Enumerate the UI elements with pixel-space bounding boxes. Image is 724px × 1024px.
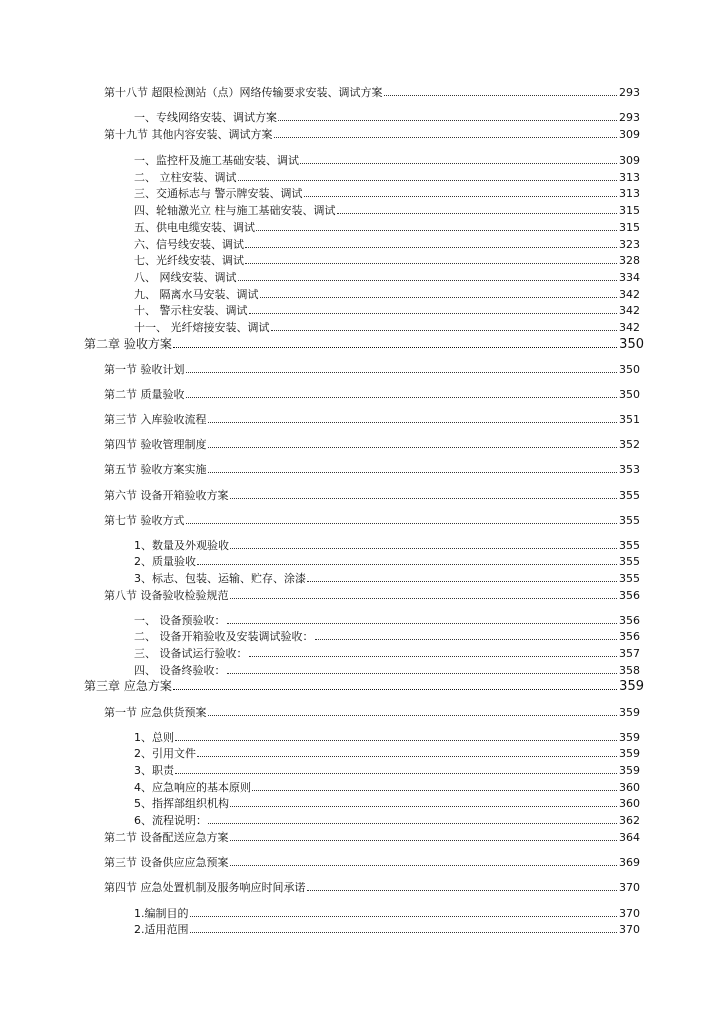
toc-entry-title: 第四节 应急处置机制及服务响应时间承诺: [104, 881, 306, 894]
toc-entry-page: 342: [619, 321, 640, 334]
toc-section[interactable]: [104, 585, 640, 602]
toc-entry-page: 328: [619, 254, 640, 267]
toc-item[interactable]: [134, 727, 640, 744]
toc-item[interactable]: [134, 183, 640, 200]
dot-leader: [256, 230, 617, 231]
dot-leader: [190, 916, 618, 917]
toc-entry-title: 第三节 设备供应应急预案: [104, 856, 229, 869]
dot-leader: [337, 213, 618, 214]
toc-entry-page: 362: [619, 814, 640, 827]
toc-item[interactable]: [134, 535, 640, 552]
toc-entry-title: 2、引用文件: [134, 747, 196, 760]
toc-item[interactable]: [134, 234, 640, 251]
dot-leader: [278, 120, 617, 121]
toc-item[interactable]: [134, 107, 640, 124]
toc-item[interactable]: [134, 317, 640, 334]
toc-entry-page: 360: [619, 781, 640, 794]
toc-entry-page: 359: [619, 679, 644, 694]
toc-entry-title: 4、应急响应的基本原则: [134, 781, 251, 794]
toc-entry-page: 370: [619, 923, 640, 936]
toc-entry-title: 四、轮轴激光立 柱与施工基础安装、调试: [134, 204, 336, 217]
toc-entry-title: 二、 立柱安装、调试: [134, 171, 237, 184]
toc-section[interactable]: [104, 409, 640, 426]
toc-entry-page: 355: [619, 514, 640, 527]
toc-entry-page: 370: [619, 907, 640, 920]
dot-leader: [260, 297, 618, 298]
toc-entry-page: 359: [619, 747, 640, 760]
toc-item[interactable]: [134, 810, 640, 827]
toc-entry-title: 第十九节 其他内容安装、调试方案: [104, 128, 273, 141]
toc-section[interactable]: [104, 124, 640, 141]
toc-item[interactable]: [134, 150, 640, 167]
dot-leader: [238, 280, 618, 281]
toc-section[interactable]: [104, 384, 640, 401]
toc-item[interactable]: [134, 743, 640, 760]
toc-item[interactable]: [134, 200, 640, 217]
toc-entry-page: 358: [619, 664, 640, 677]
dot-leader: [300, 163, 617, 164]
dot-leader: [307, 581, 617, 582]
toc-entry-page: 355: [619, 539, 640, 552]
toc-item[interactable]: [134, 568, 640, 585]
dot-leader: [245, 263, 617, 264]
toc-item[interactable]: [134, 610, 640, 627]
toc-entry-page: 357: [619, 647, 640, 660]
dot-leader: [304, 196, 618, 197]
dot-leader: [230, 806, 617, 807]
toc-entry-page: 309: [619, 128, 640, 141]
dot-leader: [227, 673, 618, 674]
toc-entry-title: 第三章 应急方案: [84, 679, 172, 693]
dot-leader: [173, 689, 617, 690]
toc-entry-page: 342: [619, 304, 640, 317]
toc-entry-page: 356: [619, 589, 640, 602]
dot-leader: [384, 95, 618, 96]
toc-entry-title: 第五节 验收方案实施: [104, 463, 207, 476]
toc-entry-page: 370: [619, 881, 640, 894]
toc-entry-title: 一、专线网络安装、调试方案: [134, 111, 277, 124]
toc-entry-title: 一、 设备预验收：: [134, 614, 226, 627]
toc-entry-page: 355: [619, 555, 640, 568]
toc-entry-title: 三、 设备试运行验收：: [134, 647, 248, 660]
toc-section[interactable]: [104, 82, 640, 99]
toc-entry-title: 第二节 设备配送应急方案: [104, 831, 229, 844]
toc-entry-title: 一、监控杆及施工基础安装、调试: [134, 154, 299, 167]
toc-item[interactable]: [134, 643, 640, 660]
dot-leader: [307, 890, 618, 891]
toc-item[interactable]: [134, 760, 640, 777]
toc-section[interactable]: [104, 459, 640, 476]
toc-entry-title: 第三节 入库验收流程: [104, 413, 207, 426]
dot-leader: [230, 840, 618, 841]
toc-entry-page: 350: [619, 388, 640, 401]
toc-entry-title: 九、 隔离水马安装、调试: [134, 288, 259, 301]
toc-entry-title: 八、 网线安装、调试: [134, 271, 237, 284]
toc-entry-title: 十一、 光纤熔接安装、调试: [134, 321, 270, 334]
toc-entry-page: 315: [619, 221, 640, 234]
toc-entry-page: 323: [619, 238, 640, 251]
toc-entry-title: 十、 警示柱安装、调试: [134, 304, 248, 317]
toc-entry-page: 342: [619, 288, 640, 301]
toc-entry-page: 355: [619, 489, 640, 502]
toc-entry-title: 1、数量及外观验收: [134, 539, 229, 552]
dot-leader: [186, 523, 618, 524]
toc-entry-title: 二、 设备开箱验收及安装调试验收：: [134, 630, 314, 643]
toc-entry-page: 350: [619, 337, 644, 352]
toc-item[interactable]: [134, 551, 640, 568]
toc-entry-page: 293: [619, 86, 640, 99]
toc-entry-title: 第六节 设备开箱验收方案: [104, 489, 229, 502]
toc-entry-page: 352: [619, 438, 640, 451]
toc-chapter[interactable]: [84, 676, 644, 693]
toc-entry-page: 360: [619, 797, 640, 810]
toc-entry-title: 四、 设备终验收：: [134, 664, 226, 677]
toc-entry-title: 五、供电电缆安装、调试: [134, 221, 255, 234]
toc-entry-page: 334: [619, 271, 640, 284]
dot-leader: [208, 472, 618, 473]
toc-item[interactable]: [134, 793, 640, 810]
toc-entry-title: 第四节 验收管理制度: [104, 438, 207, 451]
toc-entry-page: 369: [619, 856, 640, 869]
toc-entry-page: 351: [619, 413, 640, 426]
toc-entry-page: 359: [619, 706, 640, 719]
toc-entry-title: 3、职责: [134, 764, 174, 777]
toc-entry-page: 359: [619, 764, 640, 777]
toc-entry-title: 第二章 验收方案: [84, 337, 172, 351]
toc-entry-title: 3、标志、包装、运输、贮存、涂漆: [134, 572, 306, 585]
toc-entry-page: 359: [619, 731, 640, 744]
toc-entry-page: 356: [619, 630, 640, 643]
dot-leader: [208, 715, 618, 716]
toc-item[interactable]: [134, 919, 640, 936]
toc-entry-title: 第一节 验收计划: [104, 363, 185, 376]
toc-section[interactable]: [104, 877, 640, 894]
toc-section[interactable]: [104, 702, 640, 719]
dot-leader: [230, 865, 618, 866]
toc-entry-page: 356: [619, 614, 640, 627]
toc-section[interactable]: [104, 434, 640, 451]
dot-leader: [230, 498, 618, 499]
toc-item[interactable]: [134, 250, 640, 267]
dot-leader: [186, 372, 618, 373]
toc-entry-page: 293: [619, 111, 640, 124]
dot-leader: [230, 548, 617, 549]
toc-entry-title: 5、指挥部组织机构: [134, 797, 229, 810]
toc-chapter[interactable]: [84, 334, 644, 351]
toc-entry-title: 第八节 设备验收检验规范: [104, 589, 229, 602]
toc-entry-page: 355: [619, 572, 640, 585]
dot-leader: [208, 823, 617, 824]
toc-entry-title: 七、光纤线安装、调试: [134, 254, 244, 267]
toc-item[interactable]: [134, 267, 640, 284]
toc-entry-title: 三、交通标志与 警示牌安装、调试: [134, 187, 303, 200]
toc-entry-title: 第二节 质量验收: [104, 388, 185, 401]
dot-leader: [197, 564, 617, 565]
toc-item[interactable]: [134, 217, 640, 234]
toc-entry-title: 6、流程说明：: [134, 814, 207, 827]
dot-leader: [238, 180, 618, 181]
toc-section[interactable]: [104, 359, 640, 376]
dot-leader: [271, 330, 618, 331]
toc-item[interactable]: [134, 660, 640, 677]
dot-leader: [315, 639, 618, 640]
dot-leader: [175, 740, 617, 741]
toc-item[interactable]: [134, 777, 640, 794]
toc-entry-title: 2.适用范围: [134, 923, 189, 936]
toc-entry-page: 313: [619, 187, 640, 200]
toc-item[interactable]: [134, 300, 640, 317]
toc-entry-title: 六、信号线安装、调试: [134, 238, 244, 251]
toc-item[interactable]: [134, 284, 640, 301]
toc-entry-title: 2、质量验收: [134, 555, 196, 568]
toc-entry-page: 364: [619, 831, 640, 844]
toc-section[interactable]: [104, 510, 640, 527]
dot-leader: [190, 932, 618, 933]
toc-entry-page: 350: [619, 363, 640, 376]
toc-entry-page: 309: [619, 154, 640, 167]
toc-entry-page: 313: [619, 171, 640, 184]
dot-leader: [245, 247, 617, 248]
toc-entry-title: 第七节 验收方式: [104, 514, 185, 527]
toc-section[interactable]: [104, 852, 640, 869]
toc-item[interactable]: [134, 167, 640, 184]
dot-leader: [197, 756, 617, 757]
toc-section[interactable]: [104, 827, 640, 844]
dot-leader: [208, 447, 618, 448]
dot-leader: [230, 598, 618, 599]
dot-leader: [173, 347, 617, 348]
dot-leader: [274, 137, 618, 138]
toc-entry-title: 1、总则: [134, 731, 174, 744]
dot-leader: [252, 790, 617, 791]
toc-item[interactable]: [134, 626, 640, 643]
dot-leader: [175, 773, 617, 774]
dot-leader: [227, 623, 618, 624]
dot-leader: [208, 422, 618, 423]
toc-entry-title: 第十八节 超限检测站（点）网络传输要求安装、调试方案: [104, 86, 383, 99]
toc-entry-page: 315: [619, 204, 640, 217]
dot-leader: [249, 656, 618, 657]
dot-leader: [249, 313, 618, 314]
dot-leader: [186, 397, 618, 398]
toc-section[interactable]: [104, 485, 640, 502]
toc-entry-page: 353: [619, 463, 640, 476]
toc-entry-title: 第一节 应急供货预案: [104, 706, 207, 719]
toc-item[interactable]: [134, 903, 640, 920]
toc-entry-title: 1.编制目的: [134, 907, 189, 920]
